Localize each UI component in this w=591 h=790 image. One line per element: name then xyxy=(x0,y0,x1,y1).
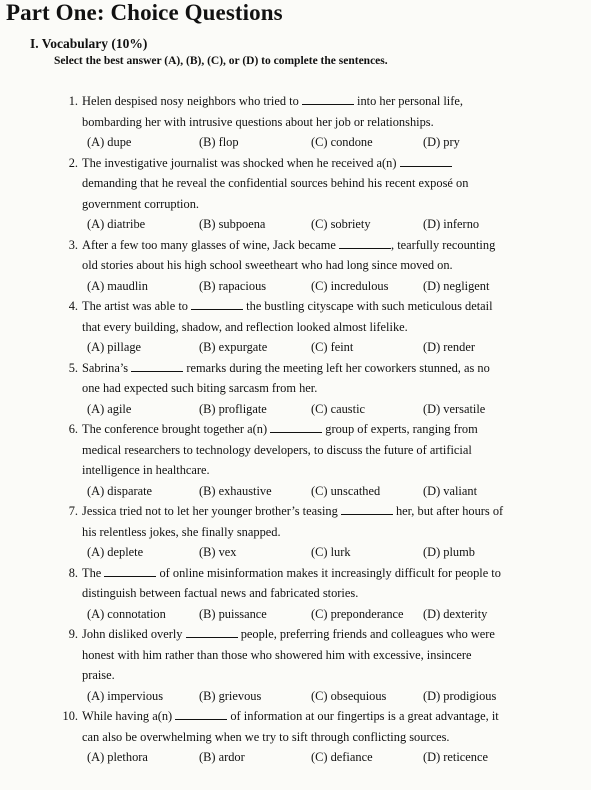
question-text-segment: praise. xyxy=(82,668,115,682)
answer-options xyxy=(54,399,554,420)
answer-option: (B) ardor xyxy=(199,750,245,764)
answer-option: (D) render xyxy=(423,340,475,354)
question-text-segment: people, preferring friends and colleagues who were xyxy=(237,627,495,641)
answer-option: (C) obsequious xyxy=(311,688,387,703)
question-text-segment: Helen despised nosy neighbors who tried to xyxy=(82,94,302,108)
answer-options xyxy=(54,481,554,502)
answer-option: (C) sobriety xyxy=(311,217,371,231)
answer-option: (C) caustic xyxy=(311,401,366,416)
question-text-segment: bombarding her with intrusive questions about her job or relationships. xyxy=(82,114,434,129)
question-line xyxy=(54,706,554,727)
indent xyxy=(54,460,82,481)
answer-option: (D) pry xyxy=(423,135,460,149)
question-text-segment: of information at our fingertips is a great advantage, it xyxy=(227,709,499,723)
question-line xyxy=(54,194,554,215)
question-text-segment: , tearfully recounting xyxy=(391,237,496,252)
answer-blank xyxy=(131,359,183,372)
question-item xyxy=(54,419,554,501)
answer-options xyxy=(54,276,554,297)
answer-options xyxy=(54,132,554,153)
answer-option: (A) diatribe xyxy=(87,217,146,231)
answer-blank xyxy=(302,92,354,105)
question-text xyxy=(82,91,554,112)
answer-option: (B) grievous xyxy=(199,688,262,703)
question-text-segment: can also be overwhelming when we try to sift through conflicting sources. xyxy=(82,729,450,744)
question-number: 4. xyxy=(68,299,78,313)
question-number: 8. xyxy=(68,565,78,580)
part-title: Part One: Choice Questions xyxy=(6,0,283,25)
question-item xyxy=(54,706,554,768)
question-line xyxy=(54,624,554,645)
question-text xyxy=(82,665,554,686)
answer-options xyxy=(54,542,554,563)
question-number: 7. xyxy=(68,504,78,518)
question-text xyxy=(82,624,554,645)
answer-blank xyxy=(339,236,391,249)
answer-option: (D) reticence xyxy=(423,750,489,764)
question-line xyxy=(54,440,554,461)
answer-blank xyxy=(104,564,156,577)
question-line xyxy=(54,378,554,399)
question-item xyxy=(54,501,554,563)
answer-option: (A) plethora xyxy=(87,750,148,764)
answer-option: (A) pillage xyxy=(87,340,142,354)
question-line xyxy=(54,235,554,256)
question-number: 10. xyxy=(62,709,78,723)
question-text-segment: Sabrina’s xyxy=(82,360,132,375)
question-text xyxy=(82,583,554,604)
indent xyxy=(54,378,82,399)
question-text xyxy=(82,522,554,543)
question-text-segment: of online misinformation makes it increasingly difficult for people to xyxy=(156,565,501,580)
question-text-segment: The xyxy=(82,565,105,580)
indent xyxy=(54,583,82,604)
question-number: 1. xyxy=(68,94,78,108)
indent xyxy=(54,317,82,338)
answer-option: (B) puissance xyxy=(199,606,267,621)
question-text xyxy=(82,173,554,194)
answer-option: (B) subpoena xyxy=(199,217,266,231)
answer-option: (B) exhaustive xyxy=(199,483,272,498)
answer-options xyxy=(54,686,554,707)
answer-blank xyxy=(186,625,238,638)
question-text xyxy=(82,563,554,584)
question-item xyxy=(54,358,554,420)
indent xyxy=(54,194,82,215)
answer-option: (C) defiance xyxy=(311,750,373,764)
question-text xyxy=(82,440,554,461)
answer-option: (C) condone xyxy=(311,135,373,149)
answer-options xyxy=(54,337,554,358)
answer-option: (C) incredulous xyxy=(311,278,389,293)
answer-option: (A) connotation xyxy=(87,606,166,621)
question-text xyxy=(82,419,554,440)
question-line xyxy=(54,173,554,194)
answer-option: (D) prodigious xyxy=(423,688,497,703)
answer-option: (B) rapacious xyxy=(199,278,267,293)
question-line xyxy=(54,501,554,522)
question-text-segment: honest with him rather than those who showered him with excessive, insincere xyxy=(82,647,472,662)
answer-option: (A) dupe xyxy=(87,135,132,149)
answer-option: (D) dexterity xyxy=(423,606,488,621)
answer-options xyxy=(54,747,554,768)
answer-blank xyxy=(341,502,393,515)
question-text xyxy=(82,358,554,379)
question-line xyxy=(54,665,554,686)
question-line xyxy=(54,583,554,604)
question-line xyxy=(54,727,554,748)
question-text xyxy=(82,706,554,727)
answer-option: (D) versatile xyxy=(423,401,486,416)
question-text-segment: government corruption. xyxy=(82,196,199,211)
question-text-segment: The investigative journalist was shocked when he received a(n) xyxy=(82,155,400,170)
indent xyxy=(54,255,82,276)
question-line xyxy=(54,419,554,440)
indent xyxy=(54,645,82,666)
question-item xyxy=(54,235,554,297)
question-line xyxy=(54,460,554,481)
indent xyxy=(54,173,82,194)
question-text-segment: The conference brought together a(n) xyxy=(82,422,271,436)
question-line xyxy=(54,563,554,584)
question-line xyxy=(54,296,554,317)
question-line xyxy=(54,255,554,276)
answer-option: (C) unscathed xyxy=(311,483,381,498)
answer-option: (B) vex xyxy=(199,545,237,559)
question-text xyxy=(82,235,554,256)
answer-blank xyxy=(400,154,452,167)
section-title: I. Vocabulary (10%) xyxy=(30,36,148,51)
answer-option: (B) expurgate xyxy=(199,340,268,354)
question-text-segment: medical researchers to technology developers, to discuss the future of artificial xyxy=(82,442,472,457)
answer-option: (A) agile xyxy=(87,401,132,416)
question-text xyxy=(82,727,554,748)
question-item xyxy=(54,296,554,358)
question-text xyxy=(82,317,554,338)
question-text xyxy=(82,296,554,317)
question-line xyxy=(54,358,554,379)
question-text xyxy=(82,255,554,276)
answer-blank xyxy=(191,297,243,310)
answer-option: (C) preponderance xyxy=(311,606,404,621)
question-text-segment: Jessica tried not to let her younger brother’s teasing xyxy=(82,504,341,518)
question-item xyxy=(54,91,554,153)
answer-option: (D) inferno xyxy=(423,217,480,231)
question-item xyxy=(54,153,554,235)
answer-option: (A) maudlin xyxy=(87,278,148,293)
question-number: 5. xyxy=(68,360,78,375)
question-text-segment: John disliked overly xyxy=(82,627,186,641)
question-text xyxy=(82,460,554,481)
question-text-segment: remarks during the meeting left her coworkers stunned, as no xyxy=(183,360,490,375)
question-text-segment: the bustling cityscape with such meticulous detail xyxy=(243,299,493,313)
question-list xyxy=(54,91,554,768)
answer-options xyxy=(54,604,554,625)
indent xyxy=(54,665,82,686)
answer-option: (B) profligate xyxy=(199,401,267,416)
question-text-segment: While having a(n) xyxy=(82,709,176,723)
question-text-segment: demanding that he reveal the confidential sources behind his recent exposé on xyxy=(82,176,469,190)
question-line xyxy=(54,317,554,338)
question-text xyxy=(82,194,554,215)
question-text-segment: After a few too many glasses of wine, Jack became xyxy=(82,237,340,252)
answer-option: (C) lurk xyxy=(311,545,351,559)
question-text-segment: one had expected such biting sarcasm from her. xyxy=(82,381,318,395)
answer-option: (A) disparate xyxy=(87,483,153,498)
question-item xyxy=(54,624,554,706)
question-text xyxy=(82,112,554,133)
question-number: 2. xyxy=(68,155,78,170)
question-line xyxy=(54,522,554,543)
question-text-segment: into her personal life, xyxy=(353,94,463,108)
answer-blank xyxy=(270,420,322,433)
answer-blank xyxy=(175,707,227,720)
question-number: 6. xyxy=(68,422,78,436)
question-text xyxy=(82,378,554,399)
question-text xyxy=(82,645,554,666)
question-text-segment: her, but after hours of xyxy=(392,504,504,518)
question-item xyxy=(54,563,554,625)
question-text-segment: distinguish between factual news and fabricated stories. xyxy=(82,586,359,600)
answer-option: (A) impervious xyxy=(87,688,164,703)
answer-option: (B) flop xyxy=(199,135,239,149)
question-line xyxy=(54,153,554,174)
question-text xyxy=(82,501,554,522)
answer-option: (C) feint xyxy=(311,340,354,354)
answer-option: (A) deplete xyxy=(87,545,144,559)
answer-option: (D) plumb xyxy=(423,545,475,559)
question-text-segment: intelligence in healthcare. xyxy=(82,463,210,477)
indent xyxy=(54,440,82,461)
question-text-segment: group of experts, ranging from xyxy=(322,422,478,436)
question-line xyxy=(54,112,554,133)
question-text-segment: his relentless jokes, she finally snapped. xyxy=(82,524,281,539)
indent xyxy=(54,727,82,748)
instructions: Select the best answer (A), (B), (C), or (D) to complete the sentences. xyxy=(54,55,388,67)
answer-options xyxy=(54,214,554,235)
question-text-segment: old stories about his high school sweetheart who had long since moved on. xyxy=(82,258,453,272)
question-number: 3. xyxy=(68,237,78,252)
question-text-segment: that every building, shadow, and reflection looked almost lifelike. xyxy=(82,319,408,334)
indent xyxy=(54,522,82,543)
question-number: 9. xyxy=(68,627,78,641)
question-text xyxy=(82,153,554,174)
question-line xyxy=(54,645,554,666)
question-line xyxy=(54,91,554,112)
question-text-segment: The artist was able to xyxy=(82,299,192,313)
answer-option: (D) negligent xyxy=(423,278,490,293)
answer-option: (D) valiant xyxy=(423,483,478,498)
indent xyxy=(54,112,82,133)
